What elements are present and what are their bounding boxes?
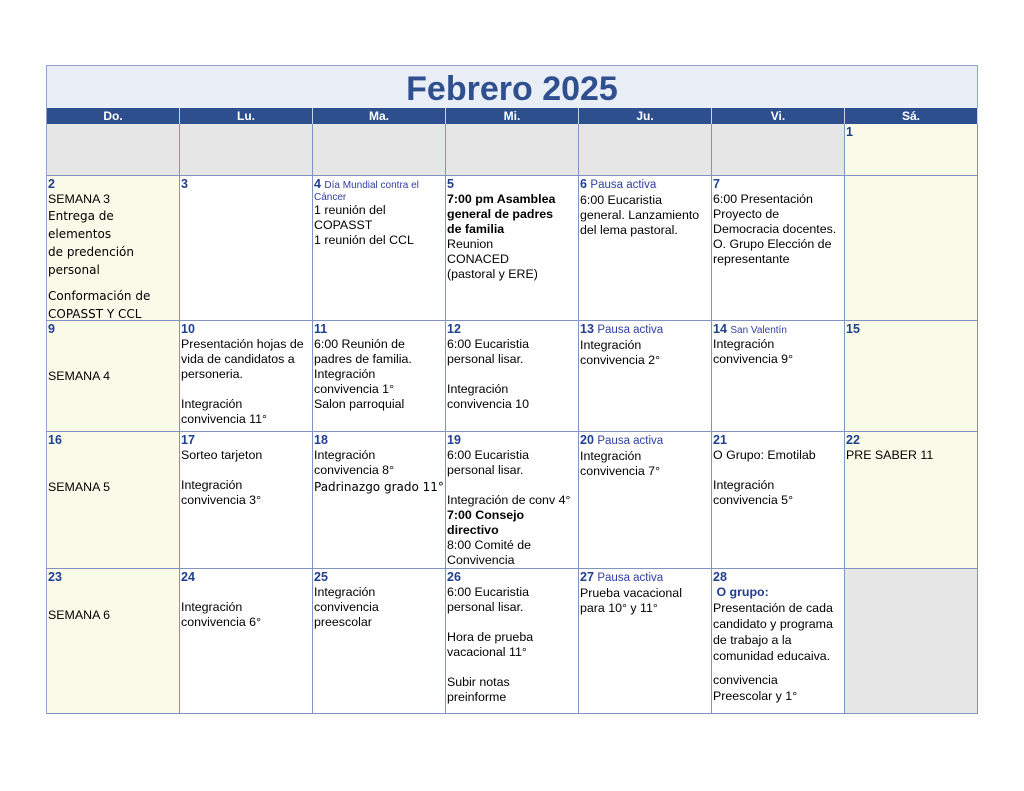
week-label: SEMANA 6: [48, 608, 110, 622]
day-cell-11[interactable]: [313, 321, 446, 432]
event-text: Integración: [181, 478, 243, 492]
event-text: de predención: [48, 245, 134, 259]
day-cell-24[interactable]: [180, 569, 313, 714]
event-text-bold: 7:00 Consejo: [447, 508, 525, 522]
event-text: Integración: [580, 338, 642, 352]
day-cell-8[interactable]: [845, 176, 978, 321]
event-text: convivencia 3°: [181, 493, 262, 507]
event-text: convivencia 5°: [713, 493, 794, 507]
event-text: Proyecto de: [713, 207, 780, 221]
day-cell-27[interactable]: [579, 569, 712, 714]
weekday-thursday: Ju.: [579, 108, 712, 124]
holiday-label: Día Mundial contra el: [324, 180, 419, 191]
event-text: convivencia 7°: [580, 464, 661, 478]
event-text: vacacional 11°: [447, 645, 527, 659]
day-cell-22[interactable]: [845, 432, 978, 569]
event-text: convivencia 8°: [314, 463, 395, 477]
day-cell-28[interactable]: [712, 569, 845, 714]
day-number: 6: [580, 177, 587, 191]
day-cell-21[interactable]: [712, 432, 845, 569]
event-text: Conformación de: [48, 289, 151, 303]
weekday-saturday: Sá.: [845, 108, 978, 124]
day-number: 4: [314, 177, 321, 191]
event-text: general. Lanzamiento: [580, 208, 700, 222]
event-text-bold: general de padres: [447, 207, 554, 221]
pausa-activa-label: Pausa activa: [597, 572, 664, 584]
event-text-bold: 7:00 pm Asamblea: [447, 192, 556, 206]
day-cell-empty: [180, 124, 313, 176]
event-text: personal lisar.: [447, 352, 524, 366]
weekday-sunday: Do.: [47, 108, 180, 124]
event-text: padres de familia.: [314, 352, 412, 366]
day-cell-26[interactable]: [446, 569, 579, 714]
day-number: 20: [580, 433, 594, 447]
event-text: Integración: [314, 448, 376, 462]
event-text: Democracia docentes.: [713, 222, 837, 236]
day-number: 2: [48, 177, 55, 191]
day-cell-18[interactable]: [313, 432, 446, 569]
event-text: Entrega de elementos: [48, 209, 114, 241]
day-cell-10[interactable]: [180, 321, 313, 432]
event-text: Integración: [713, 478, 775, 492]
weekday-monday: Lu.: [180, 108, 313, 124]
event-text: convivencia 11°: [181, 412, 268, 426]
day-number: 7: [713, 177, 720, 191]
event-text: COPASST: [314, 218, 373, 232]
event-text: convivencia 6°: [181, 615, 262, 629]
event-text: PRE SABER 11: [846, 448, 934, 462]
day-number: 12: [447, 322, 461, 336]
day-cell-empty: [712, 124, 845, 176]
event-text: COPASST Y CCL: [48, 307, 142, 321]
day-number: 10: [181, 322, 195, 336]
event-text: personal: [48, 263, 100, 277]
event-text: Integración: [713, 337, 775, 351]
calendar-title: Febrero 2025: [47, 66, 978, 108]
event-text-bold: de familia: [447, 222, 505, 236]
day-cell-empty: [579, 124, 712, 176]
event-text: 6:00 Eucaristia: [580, 193, 662, 207]
day-number: 5: [447, 177, 454, 191]
event-text: CONACED: [447, 252, 509, 266]
event-text: comunidad educaiva.: [713, 649, 831, 663]
day-number: 11: [314, 322, 328, 336]
calendar: [46, 65, 978, 714]
holiday-label: San Valentín: [730, 325, 787, 336]
event-text: vida de candidatos a: [181, 352, 295, 366]
day-number: 26: [447, 570, 461, 584]
event-text: convivencia: [713, 673, 778, 687]
event-text: del lema pastoral.: [580, 223, 678, 237]
calendar-grid: [47, 124, 978, 714]
pausa-activa-label: Pausa activa: [590, 179, 657, 191]
event-text: convivencia: [314, 600, 379, 614]
event-text: 6:00 Presentación: [713, 192, 813, 206]
event-text: Integración: [314, 367, 376, 381]
day-cell-empty: [845, 569, 978, 714]
day-cell-14[interactable]: [712, 321, 845, 432]
day-number: 28: [713, 570, 727, 584]
day-cell-empty: [47, 124, 180, 176]
day-cell-3[interactable]: [180, 176, 313, 321]
event-text: Convivencia: [447, 553, 515, 567]
day-cell-19[interactable]: [446, 432, 579, 569]
day-cell-empty: [446, 124, 579, 176]
day-cell-9[interactable]: [47, 321, 180, 432]
day-number: 25: [314, 570, 328, 584]
event-text: Subir notas: [447, 675, 510, 689]
event-text: Integración: [580, 449, 642, 463]
event-text: Salon parroquial: [314, 397, 405, 411]
day-cell-25[interactable]: [313, 569, 446, 714]
event-text: Integración: [181, 600, 243, 614]
event-text: convivencia 1°: [314, 382, 395, 396]
event-text: convivencia 2°: [580, 353, 661, 367]
pausa-activa-label: Pausa activa: [597, 324, 664, 336]
event-text: de trabajo a la: [713, 633, 792, 647]
day-number: 19: [447, 433, 461, 447]
event-text: convivencia 10: [447, 397, 529, 411]
day-number: 18: [314, 433, 328, 447]
day-number: 24: [181, 570, 195, 584]
event-text: personal lisar.: [447, 463, 524, 477]
day-cell-23[interactable]: [47, 569, 180, 714]
event-text: 1 reunión del: [314, 203, 386, 217]
day-number: 9: [48, 322, 55, 336]
event-text: convivencia 9°: [713, 352, 794, 366]
event-text: representante: [713, 252, 790, 266]
day-cell-15[interactable]: [845, 321, 978, 432]
day-number: 21: [713, 433, 727, 447]
week-label: SEMANA 5: [48, 480, 110, 494]
day-cell-12[interactable]: [446, 321, 579, 432]
day-number: 17: [181, 433, 195, 447]
holiday-label: Cáncer: [314, 192, 347, 203]
event-text: Integración: [314, 585, 376, 599]
event-text: 6:00 Eucaristia: [447, 448, 529, 462]
day-cell-4[interactable]: [313, 176, 446, 321]
weekday-tuesday: Ma.: [313, 108, 446, 124]
event-text: Integración de conv 4°: [447, 493, 571, 507]
day-cell-7[interactable]: [712, 176, 845, 321]
event-text: Hora de prueba: [447, 630, 534, 644]
event-text: preinforme: [447, 690, 507, 704]
event-text: Preescolar y 1°: [713, 689, 798, 703]
day-cell-16[interactable]: [47, 432, 180, 569]
day-number: 1: [846, 125, 853, 139]
event-text: Padrinazgo grado 11°: [314, 480, 444, 494]
day-number: 14: [713, 322, 727, 336]
day-number: 15: [846, 322, 860, 336]
event-text: Sorteo tarjeton: [181, 448, 263, 462]
event-text: personeria.: [181, 367, 243, 381]
event-text: personal lisar.: [447, 600, 524, 614]
event-text: Reunion: [447, 237, 494, 251]
event-text: Integración: [181, 397, 243, 411]
day-number: 3: [181, 177, 188, 191]
event-text: 6:00 Eucaristia: [447, 585, 529, 599]
day-number: 13: [580, 322, 594, 336]
event-text: preescolar: [314, 615, 372, 629]
event-text: Prueba vacacional: [580, 586, 682, 600]
event-text: O. Grupo Elección de: [713, 237, 832, 251]
day-number: 23: [48, 570, 62, 584]
event-text: 8:00 Comité de: [447, 538, 532, 552]
event-text: Integración: [447, 382, 509, 396]
event-text: Presentación de cada: [713, 601, 833, 615]
day-cell-17[interactable]: [180, 432, 313, 569]
event-text: 6:00 Reunión de: [314, 337, 405, 351]
event-text-bold: O grupo:: [713, 585, 769, 599]
event-text: O Grupo: Emotilab: [713, 448, 816, 462]
day-cell-2[interactable]: [47, 176, 180, 321]
weekday-wednesday: Mi.: [446, 108, 579, 124]
event-text: Presentación hojas de: [181, 337, 304, 351]
event-text: para 10° y 11°: [580, 601, 658, 615]
weekday-header: [47, 108, 978, 124]
week-label: SEMANA 3: [48, 192, 110, 206]
day-cell-20[interactable]: [579, 432, 712, 569]
event-text: 1 reunión del CCL: [314, 233, 414, 247]
day-number: 16: [48, 433, 62, 447]
day-cell-1[interactable]: [845, 124, 978, 176]
week-label: SEMANA 4: [48, 369, 110, 383]
event-text: candidato y programa: [713, 617, 833, 631]
day-number: 22: [846, 433, 860, 447]
day-cell-13[interactable]: [579, 321, 712, 432]
event-text-bold: directivo: [447, 523, 499, 537]
event-text: (pastoral y ERE): [447, 267, 538, 281]
day-number: 27: [580, 570, 594, 584]
event-text: 6:00 Eucaristia: [447, 337, 529, 351]
pausa-activa-label: Pausa activa: [597, 435, 664, 447]
day-cell-6[interactable]: [579, 176, 712, 321]
weekday-friday: Vi.: [712, 108, 845, 124]
day-cell-empty: [313, 124, 446, 176]
day-cell-5[interactable]: [446, 176, 579, 321]
